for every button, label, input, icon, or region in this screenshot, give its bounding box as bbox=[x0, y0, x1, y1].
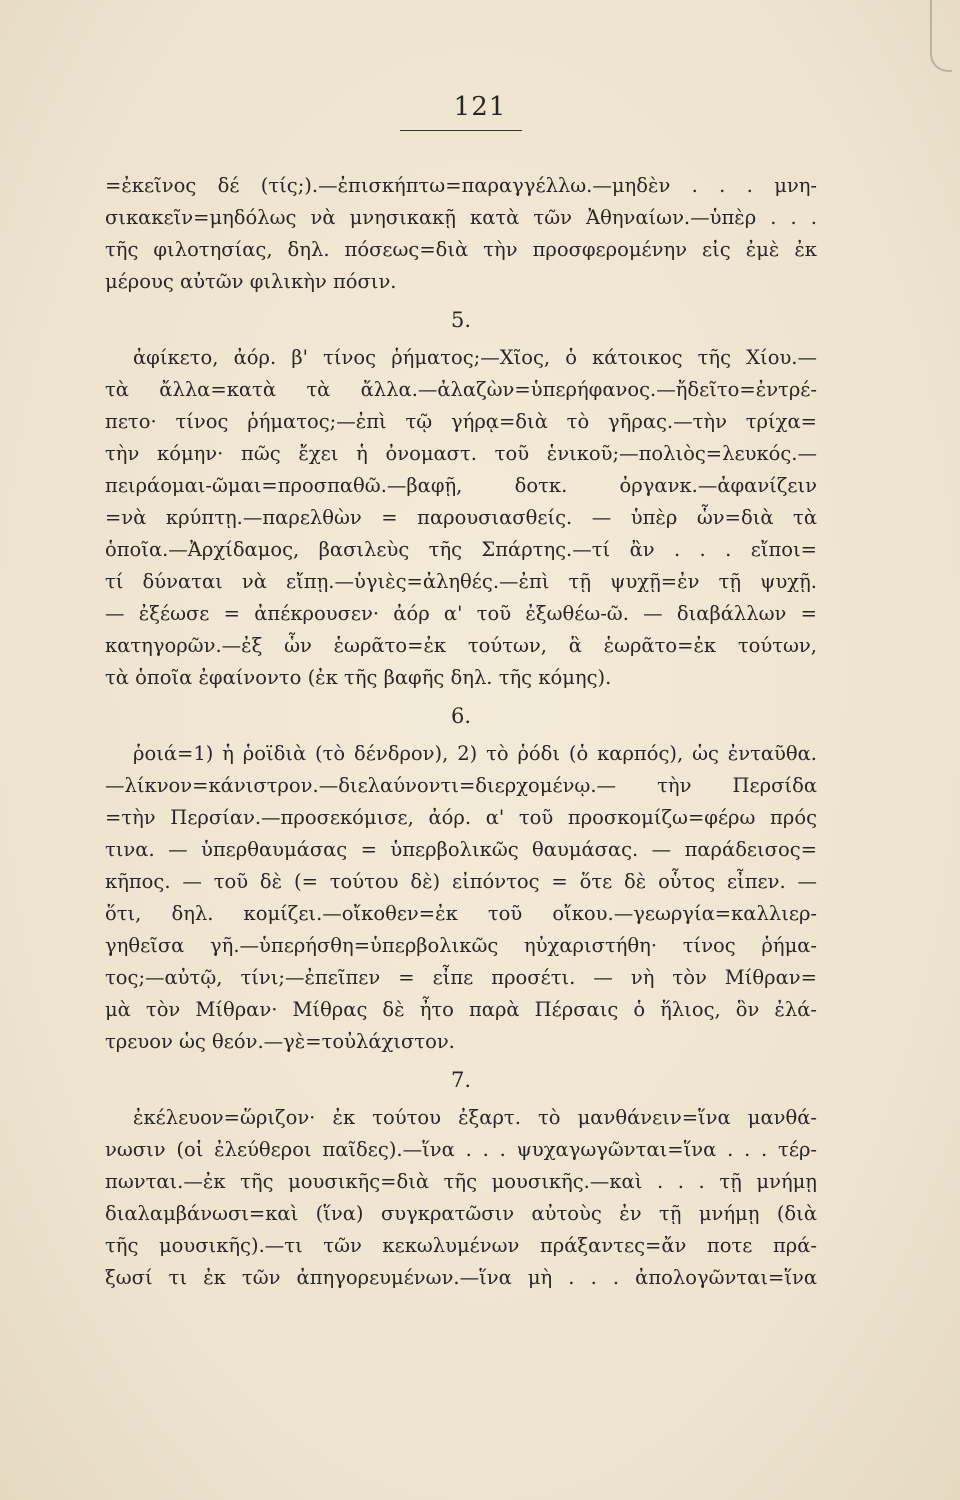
section-heading: 5. bbox=[450, 308, 472, 332]
text-line: =ἐκεῖνος δέ (τίς;).—ἐπισκήπτω=παραγγέλλω.—μηδὲν . . . μνη- bbox=[105, 174, 817, 197]
text-line: νωσιν (οἱ ἐλεύθεροι παῖδες).—ἵνα . . . ψυχαγωγῶνται=ἵνα . . . τέρ- bbox=[105, 1138, 817, 1161]
text-line: γηθεῖσα γῆ.—ὑπερήσθη=ὑπερβολικῶς ηὐχαριστήθη· τίνος ῥήμα- bbox=[105, 934, 817, 957]
text-line: σικακεῖν=μηδόλως νὰ μνησικακῇ κατὰ τῶν Ἀθηναίων.—ὑπὲρ . . . bbox=[105, 206, 817, 229]
page-edge-mark bbox=[930, 0, 952, 72]
text-line: πωνται.—ἐκ τῆς μουσικῆς=διὰ τῆς μουσικῆς.—καὶ . . . τῇ μνήμῃ bbox=[105, 1170, 817, 1193]
text-line: μέρους αὐτῶν φιλικὴν πόσιν. bbox=[105, 270, 397, 293]
section-continuation bbox=[105, 170, 817, 298]
text-line: ξωσί τι ἐκ τῶν ἀπηγορευμένων.—ἵνα μὴ . . . ἀπολογῶνται=ἵνα bbox=[105, 1266, 817, 1289]
section-heading: 6. bbox=[450, 704, 472, 728]
text-line: μὰ τὸν Μίθραν· Μίθρας δὲ ἦτο παρὰ Πέρσαις ὁ ἥλιος, ὃν ἐλά- bbox=[105, 998, 817, 1021]
text-line: τος;—αὐτῷ, τίνι;—ἐπεῖπεν = εἶπε προσέτι. — νὴ τὸν Μίθραν= bbox=[105, 966, 817, 989]
text-line: τῆς φιλοτησίας, δηλ. πόσεως=διὰ τὴν προσφερομένην εἰς ἐμὲ ἐκ bbox=[105, 238, 817, 261]
text-line: κῆπος. — τοῦ δὲ (= τούτου δὲ) εἰπόντος = ὅτε δὲ οὗτος εἶπεν. — bbox=[105, 870, 817, 893]
text-line: τινα. — ὑπερθαυμάσας = ὑπερβολικῶς θαυμάσας. — παράδεισος= bbox=[105, 838, 817, 861]
page-number: 121 bbox=[453, 92, 507, 122]
text-line: διαλαμβάνωσι=καὶ (ἵνα) συγκρατῶσιν αὐτοὺς ἐν τῇ μνήμῃ (διὰ bbox=[105, 1202, 817, 1225]
text-line: κατηγορῶν.—ἐξ ὧν ἑωρᾶτο=ἐκ τούτων, ἃ ἑωρᾶτο=ἐκ τούτων, bbox=[105, 634, 817, 657]
text-line: πειράομαι-ῶμαι=προσπαθῶ.—βαφῇ, δοτκ. ὀργανκ.—ἀφανίζειν bbox=[105, 474, 817, 497]
text-line: τί δύναται νὰ εἴπῃ.—ὑγιὲς=ἀληθές.—ἐπὶ τῇ ψυχῇ=ἐν τῇ ψυχῇ. bbox=[105, 570, 817, 593]
text-line: ἀφίκετο, ἀόρ. β' τίνος ῥήματος;—Χῖος, ὁ κάτοικος τῆς Χίου.— bbox=[133, 346, 817, 369]
section-6 bbox=[105, 694, 817, 1058]
text-line: ὅτι, δηλ. κομίζει.—οἴκοθεν=ἐκ τοῦ οἴκου.—γεωργία=καλλιερ- bbox=[105, 902, 817, 925]
text-line: =τὴν Περσίαν.—προσεκόμισε, ἀόρ. α' τοῦ προσκομίζω=φέρω πρός bbox=[105, 806, 817, 829]
text-line: τὰ ὁποῖα ἐφαίνοντο (ἐκ τῆς βαφῆς δηλ. τῆς κόμης). bbox=[105, 666, 612, 689]
text-line: τὴν κόμην· πῶς ἔχει ἡ ὀνομαστ. τοῦ ἑνικοῦ;—πολιὸς=λευκός.— bbox=[105, 442, 817, 465]
section-heading: 7. bbox=[450, 1068, 472, 1092]
text-line: ἐκέλευον=ὥριζον· ἐκ τούτου ἐξαρτ. τὸ μανθάνειν=ἵνα μανθά- bbox=[133, 1106, 817, 1129]
text-line: τὰ ἄλλα=κατὰ τὰ ἄλλα.—ἀλαζὼν=ὑπερήφανος.—ἤδεῖτο=ἐντρέ- bbox=[105, 378, 817, 401]
header-rule bbox=[400, 130, 522, 131]
text-line: =νὰ κρύπτῃ.—παρελθὼν = παρουσιασθείς. — ὑπὲρ ὧν=διὰ τὰ bbox=[105, 506, 817, 529]
body-text bbox=[105, 170, 817, 1294]
text-line: τῆς μουσικῆς).—τι τῶν κεκωλυμένων πράξαντες=ἄν ποτε πρά- bbox=[105, 1234, 817, 1257]
section-7 bbox=[105, 1058, 817, 1294]
text-line: τρευον ὡς θεόν.—γὲ=τοὐλάχιστον. bbox=[105, 1030, 455, 1053]
section-5 bbox=[105, 298, 817, 694]
text-line: ῥοιά=1) ἡ ῥοϊδιὰ (τὸ δένδρον), 2) τὸ ῥόδι (ὁ καρπός), ὡς ἐνταῦθα. bbox=[133, 742, 817, 765]
text-line: —λίκνον=κάνιστρον.—διελαύνοντι=διερχομένῳ.— τὴν Περσίδα bbox=[105, 774, 817, 797]
text-line: πετο· τίνος ῥήματος;—ἐπὶ τῷ γήρᾳ=διὰ τὸ γῆρας.—τὴν τρίχα= bbox=[105, 410, 817, 433]
text-line: ὁποῖα.—Ἀρχίδαμος, βασιλεὺς τῆς Σπάρτης.—τί ἂν . . . εἴποι= bbox=[105, 538, 817, 561]
text-line: — ἐξέωσε = ἀπέκρουσεν· ἀόρ α' τοῦ ἐξωθέω-ῶ. — διαβάλλων = bbox=[105, 602, 817, 625]
